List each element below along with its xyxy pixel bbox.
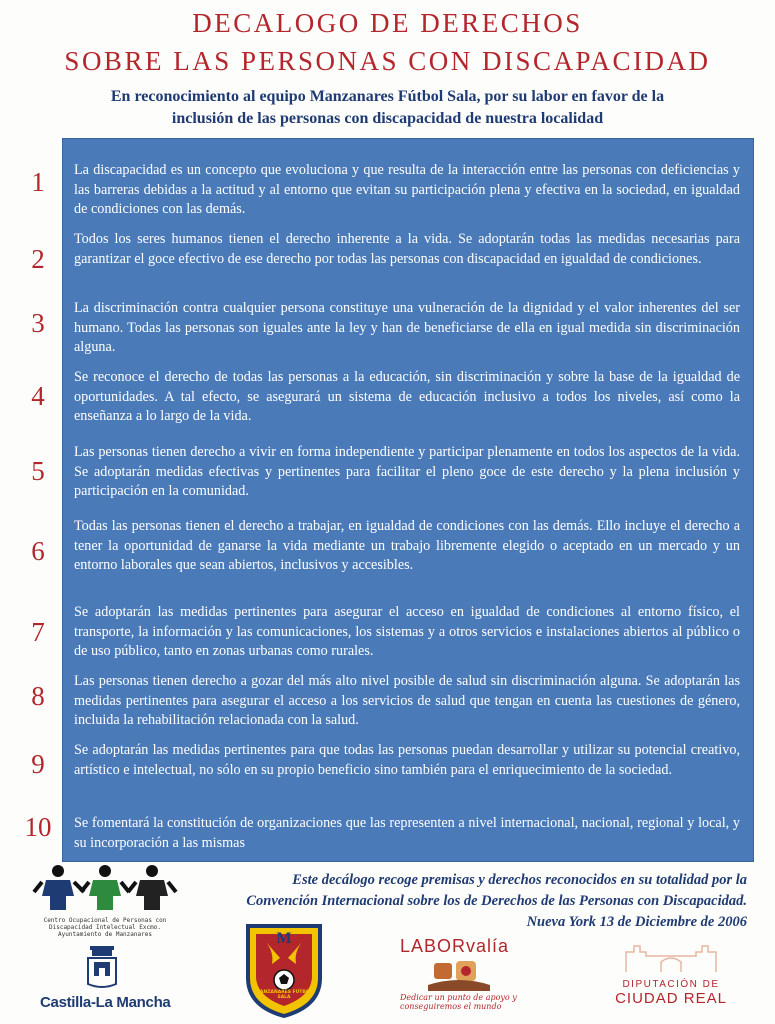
right-number-1: 1 [31, 167, 45, 197]
right-number-10: 10 [24, 812, 52, 842]
manzanares-fs-badge [244, 922, 324, 1018]
right-text-2: Todos los seres humanos tienen el derecho inherente a la vida. Se adoptarán todas las medidas necesarias para garantizar el goce efectivo de ese derecho por todas las personas con discapacidad en igualdad de condiciones. [74, 231, 740, 267]
diputacion-line-2: CIUDAD REAL [615, 990, 727, 1007]
three-figures-icon [30, 862, 180, 912]
centro-ocupacional-logo [30, 862, 180, 938]
right-text-4: Se reconoce el derecho de todas las personas a la educación, sin discriminación y sobre la base de la igualdad de oportunidades. A tal efecto, se asegurará un sistema de educación inclusivo a todos los niveles, así como la enseñanza a lo largo de la vida. [74, 369, 740, 424]
castilla-la-mancha-logo [40, 940, 190, 1020]
right-number-3: 3 [31, 308, 45, 338]
diputacion-line-1: DIPUTACIÓN DE [622, 979, 720, 990]
convention-note-line-1: Este decálogo recoge premisas y derechos reconocidos en su totalidad por la [292, 872, 747, 888]
right-text-6: Todas las personas tienen el derecho a trabajar, en igualdad de condiciones con las demás. Ello incluye el derecho a tener la oportunidad de ganarse la vida mediante un trabajo libremente elegido o aceptado en un mercado y un entorno laborales que sean abiertos, inclusivos y accesibles. [74, 518, 740, 573]
right-text-1: La discapacidad es un concepto que evoluciona y que resulta de la interacción entre las personas con deficiencias y las barreras debidas a la actitud y al entorno que evitan su participación plena y efectiva en la sociedad, en igualdad de condiciones con las demás. [74, 162, 740, 217]
right-number-6: 6 [31, 536, 45, 566]
right-text-8: Las personas tienen derecho a gozar del más alto nivel posible de salud sin discriminación alguna. Se adoptarán las medidas pertinentes para asegurar el acceso a los servicios de salud que tengan en cuenta las cuestiones de género, incluida la rehabilitación relacionada con la salud. [74, 673, 740, 728]
laborvalia-slogan: Dedicar un punto de apoyo y conseguiremos el mundo [400, 993, 517, 1011]
castilla-la-mancha-label: Castilla-La Mancha [40, 994, 171, 1011]
castle-coat-of-arms-icon [82, 940, 122, 990]
title-line-1: DECALOGO DE DERECHOS [192, 8, 583, 38]
laborvalia-logo [400, 936, 530, 1018]
laborvalia-wordmark: LABORvalía [400, 936, 510, 956]
right-text-3: La discriminación contra cualquier persona constituye una vulneración de la dignidad y el valor inherentes del ser humano. Todas las personas son iguales ante la ley y han de beneficiarse de ella en igual medida sin discriminación alguna. [74, 300, 740, 355]
right-number-2: 2 [31, 244, 45, 274]
right-number-8: 8 [31, 681, 45, 711]
subtitle-line-1: En reconocimiento al equipo Manzanares Fútbol Sala, por su labor en favor de la [110, 88, 665, 105]
convention-note-line-2: Convención Internacional sobre los de Derechos de las Personas con Discapacidad. [246, 893, 747, 909]
city-gate-outline-icon [606, 942, 736, 974]
right-number-5: 5 [31, 456, 45, 486]
manzanares-fs-initial: M [276, 930, 292, 947]
centro-ocupacional-caption: Centro Ocupacional de Personas con Discapacidad Intelectual Excmo. Ayuntamiento de Manzanares [43, 917, 167, 938]
manzanares-fs-label: MANZANARES FÚTBOL SALA [255, 990, 313, 1000]
hands-illustration-icon [424, 957, 494, 993]
diputacion-ciudad-real-logo [606, 942, 736, 1012]
right-text-5: Las personas tienen derecho a vivir en forma independiente y participar plenamente en todos los aspectos de la vida. Se adoptarán medidas efectivas y pertinentes para facilitar el pleno goce de este derecho y la plena inclusión y participación en la comunidad. [74, 444, 740, 499]
right-number-7: 7 [31, 617, 45, 647]
right-text-9: Se adoptarán las medidas pertinentes para que todas las personas puedan desarrollar y utilizar su potencial creativo, artístico e intelectual, no sólo en su propio beneficio sino también para el enriquecimiento de la sociedad. [74, 742, 740, 778]
right-number-4: 4 [31, 381, 45, 411]
title-line-2: SOBRE LAS PERSONAS CON DISCAPACIDAD [64, 46, 711, 76]
right-number-9: 9 [31, 749, 45, 779]
subtitle [40, 86, 735, 130]
subtitle-line-2: inclusión de las personas con discapacidad de nuestra localidad [171, 110, 604, 127]
right-text-10: Se fomentará la constitución de organizaciones que las representen a nivel internacional, nacional, regional y local, y su incorporación a las mismas [74, 815, 740, 851]
convention-note-line-3: Nueva York 13 de Diciembre de 2006 [526, 914, 747, 930]
right-text-7: Se adoptarán las medidas pertinentes para asegurar el acceso en igualdad de condiciones al entorno físico, el transporte, la información y las comunicaciones, los sistemas y a otros servicios e instalaciones abiertos al público o de uso público, tanto en zonas urbanas como rurales. [74, 604, 740, 659]
